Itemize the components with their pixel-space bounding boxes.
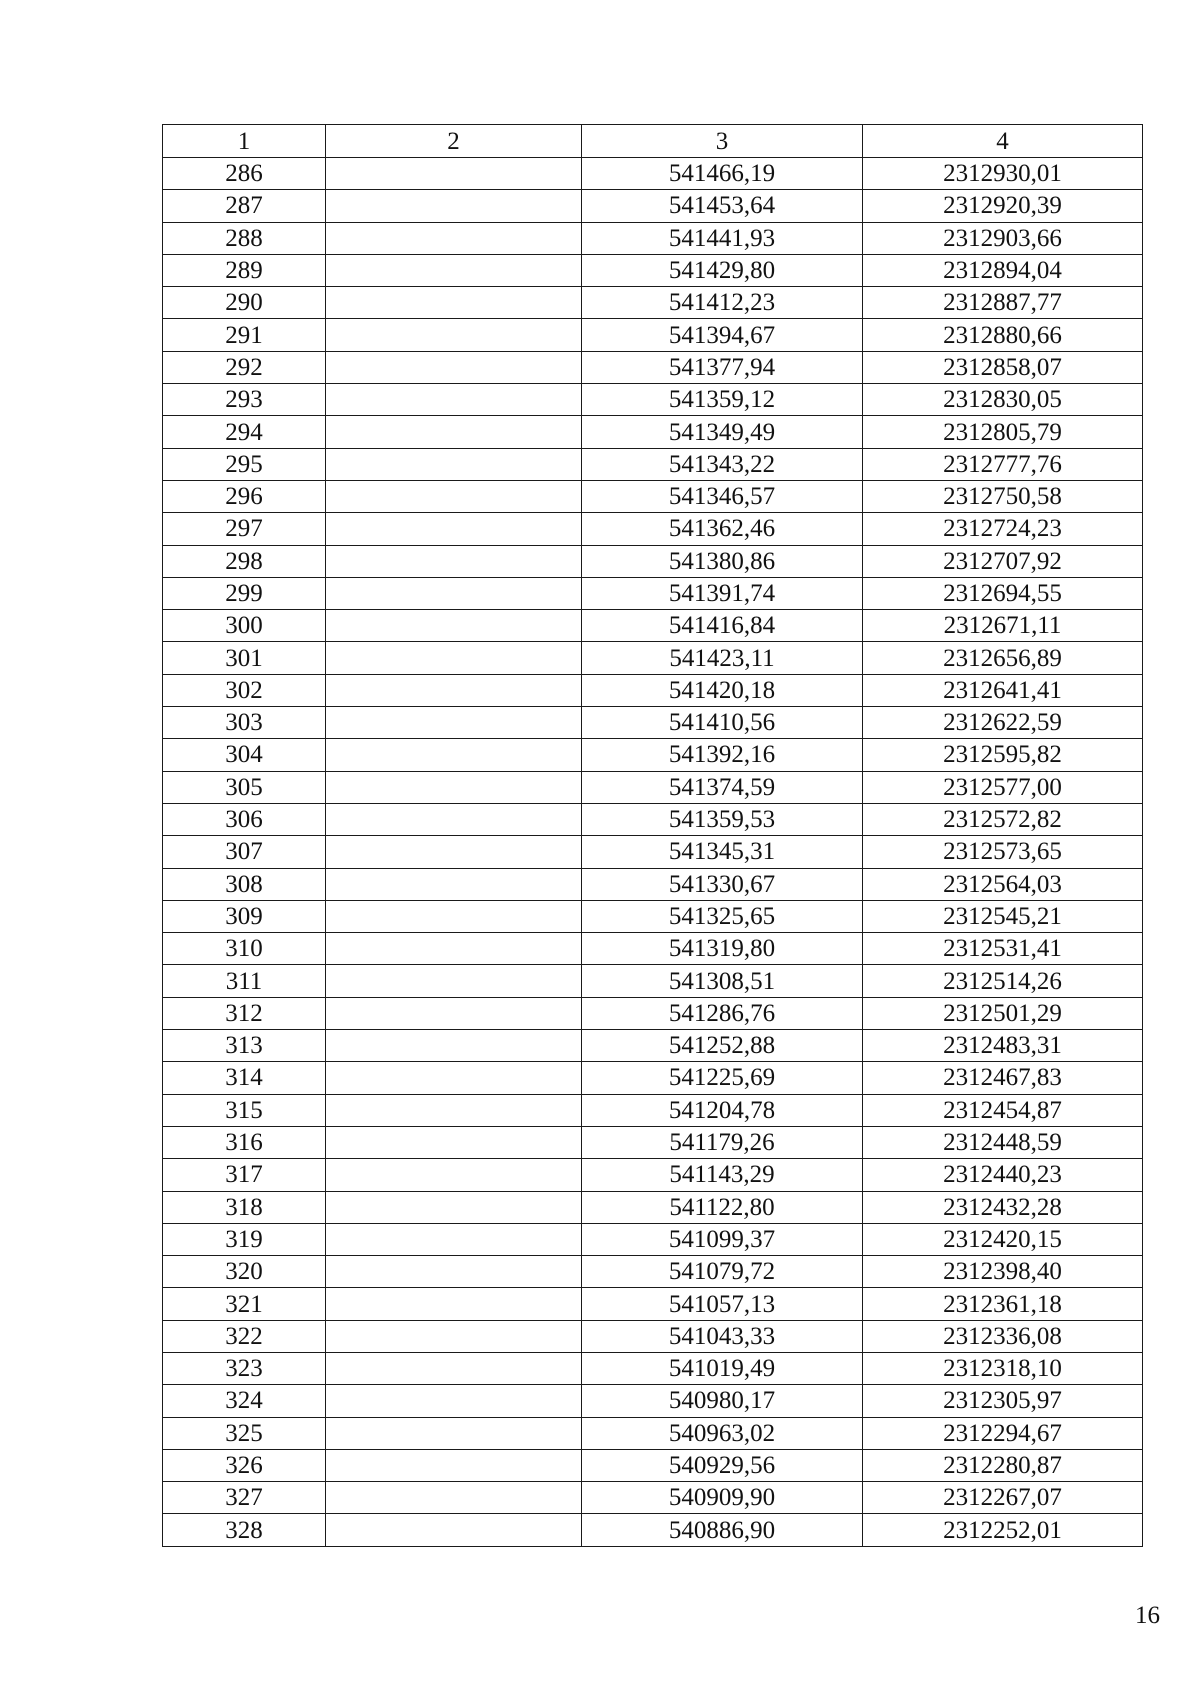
y-coordinate-cell: 2312641,41 [863, 674, 1143, 706]
description-cell [326, 642, 582, 674]
table-row [163, 900, 1143, 932]
x-coordinate-cell: 541122,80 [582, 1191, 863, 1223]
table-row [163, 868, 1143, 900]
table-row [163, 158, 1143, 190]
point-number-cell: 289 [163, 254, 326, 286]
y-coordinate-cell: 2312903,66 [863, 222, 1143, 254]
x-coordinate-cell: 540980,17 [582, 1385, 863, 1417]
description-cell [326, 610, 582, 642]
description-cell [326, 254, 582, 286]
y-coordinate-cell: 2312858,07 [863, 351, 1143, 383]
point-number-cell: 315 [163, 1094, 326, 1126]
column-header-2: 2 [326, 125, 582, 158]
x-coordinate-cell: 541362,46 [582, 513, 863, 545]
table-row [163, 1449, 1143, 1481]
description-cell [326, 545, 582, 577]
point-number-cell: 294 [163, 416, 326, 448]
coordinates-table [162, 124, 1143, 1547]
y-coordinate-cell: 2312622,59 [863, 707, 1143, 739]
description-cell [326, 803, 582, 835]
table-header-row [163, 125, 1143, 158]
description-cell [326, 577, 582, 609]
y-coordinate-cell: 2312572,82 [863, 803, 1143, 835]
x-coordinate-cell: 541019,49 [582, 1352, 863, 1384]
x-coordinate-cell: 541410,56 [582, 707, 863, 739]
table-row [163, 351, 1143, 383]
y-coordinate-cell: 2312483,31 [863, 1030, 1143, 1062]
description-cell [326, 190, 582, 222]
y-coordinate-cell: 2312930,01 [863, 158, 1143, 190]
x-coordinate-cell: 541359,53 [582, 803, 863, 835]
description-cell [326, 739, 582, 771]
x-coordinate-cell: 541346,57 [582, 480, 863, 512]
table-row [163, 1417, 1143, 1449]
point-number-cell: 305 [163, 771, 326, 803]
x-coordinate-cell: 541380,86 [582, 545, 863, 577]
y-coordinate-cell: 2312420,15 [863, 1223, 1143, 1255]
description-cell [326, 416, 582, 448]
y-coordinate-cell: 2312280,87 [863, 1449, 1143, 1481]
point-number-cell: 319 [163, 1223, 326, 1255]
x-coordinate-cell: 541204,78 [582, 1094, 863, 1126]
description-cell [326, 1159, 582, 1191]
point-number-cell: 288 [163, 222, 326, 254]
point-number-cell: 322 [163, 1320, 326, 1352]
y-coordinate-cell: 2312432,28 [863, 1191, 1143, 1223]
table-row [163, 1030, 1143, 1062]
point-number-cell: 310 [163, 933, 326, 965]
table-row [163, 1159, 1143, 1191]
table-row [163, 739, 1143, 771]
x-coordinate-cell: 541252,88 [582, 1030, 863, 1062]
description-cell [326, 1094, 582, 1126]
description-cell [326, 1385, 582, 1417]
y-coordinate-cell: 2312920,39 [863, 190, 1143, 222]
table-row [163, 803, 1143, 835]
table-row [163, 1385, 1143, 1417]
x-coordinate-cell: 541179,26 [582, 1126, 863, 1158]
x-coordinate-cell: 541319,80 [582, 933, 863, 965]
point-number-cell: 316 [163, 1126, 326, 1158]
point-number-cell: 325 [163, 1417, 326, 1449]
table-row [163, 836, 1143, 868]
y-coordinate-cell: 2312531,41 [863, 933, 1143, 965]
point-number-cell: 292 [163, 351, 326, 383]
y-coordinate-cell: 2312252,01 [863, 1514, 1143, 1546]
point-number-cell: 321 [163, 1288, 326, 1320]
y-coordinate-cell: 2312501,29 [863, 997, 1143, 1029]
table-row [163, 1514, 1143, 1546]
x-coordinate-cell: 541429,80 [582, 254, 863, 286]
description-cell [326, 222, 582, 254]
point-number-cell: 293 [163, 384, 326, 416]
description-cell [326, 1417, 582, 1449]
point-number-cell: 290 [163, 287, 326, 319]
description-cell [326, 900, 582, 932]
x-coordinate-cell: 541330,67 [582, 868, 863, 900]
table-row [163, 1482, 1143, 1514]
x-coordinate-cell: 541412,23 [582, 287, 863, 319]
description-cell [326, 836, 582, 868]
y-coordinate-cell: 2312454,87 [863, 1094, 1143, 1126]
x-coordinate-cell: 541466,19 [582, 158, 863, 190]
description-cell [326, 1320, 582, 1352]
description-cell [326, 933, 582, 965]
x-coordinate-cell: 541349,49 [582, 416, 863, 448]
table-row [163, 190, 1143, 222]
point-number-cell: 311 [163, 965, 326, 997]
table-row [163, 1288, 1143, 1320]
point-number-cell: 309 [163, 900, 326, 932]
description-cell [326, 1288, 582, 1320]
table-row [163, 1062, 1143, 1094]
y-coordinate-cell: 2312577,00 [863, 771, 1143, 803]
y-coordinate-cell: 2312805,79 [863, 416, 1143, 448]
point-number-cell: 320 [163, 1256, 326, 1288]
description-cell [326, 1191, 582, 1223]
x-coordinate-cell: 541391,74 [582, 577, 863, 609]
description-cell [326, 771, 582, 803]
y-coordinate-cell: 2312656,89 [863, 642, 1143, 674]
point-number-cell: 326 [163, 1449, 326, 1481]
description-cell [326, 480, 582, 512]
x-coordinate-cell: 541441,93 [582, 222, 863, 254]
point-number-cell: 312 [163, 997, 326, 1029]
table-row [163, 254, 1143, 286]
y-coordinate-cell: 2312336,08 [863, 1320, 1143, 1352]
table-row [163, 577, 1143, 609]
description-cell [326, 965, 582, 997]
description-cell [326, 351, 582, 383]
x-coordinate-cell: 541057,13 [582, 1288, 863, 1320]
description-cell [326, 1062, 582, 1094]
table-row [163, 222, 1143, 254]
description-cell [326, 1256, 582, 1288]
point-number-cell: 324 [163, 1385, 326, 1417]
table-body [163, 158, 1143, 1547]
table-row [163, 448, 1143, 480]
table-row [163, 965, 1143, 997]
x-coordinate-cell: 541343,22 [582, 448, 863, 480]
table-row [163, 1223, 1143, 1255]
x-coordinate-cell: 541143,29 [582, 1159, 863, 1191]
x-coordinate-cell: 541377,94 [582, 351, 863, 383]
point-number-cell: 301 [163, 642, 326, 674]
y-coordinate-cell: 2312707,92 [863, 545, 1143, 577]
description-cell [326, 1482, 582, 1514]
column-header-3: 3 [582, 125, 863, 158]
x-coordinate-cell: 540929,56 [582, 1449, 863, 1481]
table-row [163, 287, 1143, 319]
point-number-cell: 314 [163, 1062, 326, 1094]
y-coordinate-cell: 2312545,21 [863, 900, 1143, 932]
x-coordinate-cell: 541392,16 [582, 739, 863, 771]
x-coordinate-cell: 541225,69 [582, 1062, 863, 1094]
description-cell [326, 1030, 582, 1062]
point-number-cell: 286 [163, 158, 326, 190]
y-coordinate-cell: 2312694,55 [863, 577, 1143, 609]
x-coordinate-cell: 541345,31 [582, 836, 863, 868]
table-row [163, 610, 1143, 642]
description-cell [326, 287, 582, 319]
description-cell [326, 707, 582, 739]
table-row [163, 997, 1143, 1029]
y-coordinate-cell: 2312595,82 [863, 739, 1143, 771]
table-row [163, 771, 1143, 803]
point-number-cell: 297 [163, 513, 326, 545]
description-cell [326, 1223, 582, 1255]
x-coordinate-cell: 541043,33 [582, 1320, 863, 1352]
y-coordinate-cell: 2312724,23 [863, 513, 1143, 545]
table-row [163, 1094, 1143, 1126]
point-number-cell: 296 [163, 480, 326, 512]
x-coordinate-cell: 541420,18 [582, 674, 863, 706]
y-coordinate-cell: 2312671,11 [863, 610, 1143, 642]
table-row [163, 1256, 1143, 1288]
table-row [163, 416, 1143, 448]
x-coordinate-cell: 541099,37 [582, 1223, 863, 1255]
y-coordinate-cell: 2312448,59 [863, 1126, 1143, 1158]
y-coordinate-cell: 2312440,23 [863, 1159, 1143, 1191]
description-cell [326, 448, 582, 480]
description-cell [326, 1449, 582, 1481]
table-row [163, 707, 1143, 739]
description-cell [326, 1352, 582, 1384]
point-number-cell: 300 [163, 610, 326, 642]
table-row [163, 674, 1143, 706]
y-coordinate-cell: 2312894,04 [863, 254, 1143, 286]
y-coordinate-cell: 2312305,97 [863, 1385, 1143, 1417]
x-coordinate-cell: 541286,76 [582, 997, 863, 1029]
point-number-cell: 295 [163, 448, 326, 480]
x-coordinate-cell: 541308,51 [582, 965, 863, 997]
x-coordinate-cell: 541325,65 [582, 900, 863, 932]
x-coordinate-cell: 541394,67 [582, 319, 863, 351]
table-row [163, 545, 1143, 577]
description-cell [326, 674, 582, 706]
x-coordinate-cell: 540963,02 [582, 1417, 863, 1449]
x-coordinate-cell: 541423,11 [582, 642, 863, 674]
description-cell [326, 868, 582, 900]
point-number-cell: 298 [163, 545, 326, 577]
column-header-1: 1 [163, 125, 326, 158]
point-number-cell: 307 [163, 836, 326, 868]
x-coordinate-cell: 541416,84 [582, 610, 863, 642]
description-cell [326, 997, 582, 1029]
point-number-cell: 328 [163, 1514, 326, 1546]
point-number-cell: 291 [163, 319, 326, 351]
y-coordinate-cell: 2312564,03 [863, 868, 1143, 900]
table-row [163, 1126, 1143, 1158]
table-row [163, 1191, 1143, 1223]
point-number-cell: 287 [163, 190, 326, 222]
y-coordinate-cell: 2312398,40 [863, 1256, 1143, 1288]
y-coordinate-cell: 2312573,65 [863, 836, 1143, 868]
y-coordinate-cell: 2312467,83 [863, 1062, 1143, 1094]
x-coordinate-cell: 541374,59 [582, 771, 863, 803]
table-row [163, 384, 1143, 416]
point-number-cell: 308 [163, 868, 326, 900]
y-coordinate-cell: 2312267,07 [863, 1482, 1143, 1514]
description-cell [326, 384, 582, 416]
description-cell [326, 1514, 582, 1546]
page-number: 16 [1135, 1602, 1160, 1629]
point-number-cell: 317 [163, 1159, 326, 1191]
table-row [163, 480, 1143, 512]
x-coordinate-cell: 541079,72 [582, 1256, 863, 1288]
description-cell [326, 513, 582, 545]
table-row [163, 1320, 1143, 1352]
x-coordinate-cell: 540886,90 [582, 1514, 863, 1546]
table-row [163, 1352, 1143, 1384]
table-row [163, 319, 1143, 351]
table-row [163, 513, 1143, 545]
point-number-cell: 302 [163, 674, 326, 706]
point-number-cell: 306 [163, 803, 326, 835]
x-coordinate-cell: 541453,64 [582, 190, 863, 222]
point-number-cell: 313 [163, 1030, 326, 1062]
description-cell [326, 1126, 582, 1158]
y-coordinate-cell: 2312750,58 [863, 480, 1143, 512]
x-coordinate-cell: 541359,12 [582, 384, 863, 416]
x-coordinate-cell: 540909,90 [582, 1482, 863, 1514]
y-coordinate-cell: 2312830,05 [863, 384, 1143, 416]
table-row [163, 642, 1143, 674]
point-number-cell: 299 [163, 577, 326, 609]
y-coordinate-cell: 2312294,67 [863, 1417, 1143, 1449]
point-number-cell: 327 [163, 1482, 326, 1514]
point-number-cell: 323 [163, 1352, 326, 1384]
point-number-cell: 303 [163, 707, 326, 739]
table-row [163, 933, 1143, 965]
point-number-cell: 318 [163, 1191, 326, 1223]
point-number-cell: 304 [163, 739, 326, 771]
y-coordinate-cell: 2312318,10 [863, 1352, 1143, 1384]
y-coordinate-cell: 2312880,66 [863, 319, 1143, 351]
y-coordinate-cell: 2312887,77 [863, 287, 1143, 319]
description-cell [326, 158, 582, 190]
column-header-4: 4 [863, 125, 1143, 158]
y-coordinate-cell: 2312514,26 [863, 965, 1143, 997]
description-cell [326, 319, 582, 351]
y-coordinate-cell: 2312361,18 [863, 1288, 1143, 1320]
y-coordinate-cell: 2312777,76 [863, 448, 1143, 480]
